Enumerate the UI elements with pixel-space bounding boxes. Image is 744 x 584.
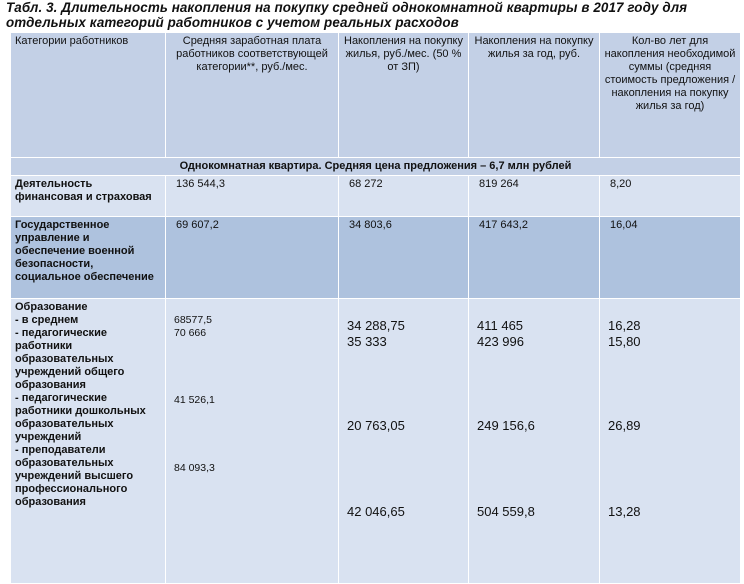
years-edu-general: 15,80: [608, 334, 641, 349]
years-education: [600, 299, 741, 584]
header-row: [11, 33, 741, 158]
table-row-gov: [11, 217, 741, 299]
header-yearly-savings: Накопления на покупку жилья за год, руб.: [469, 33, 600, 158]
header-years: Кол-во лет для накопления необходимой суммы (средняя стоимость предложения / накопления на покупку жилья за год): [600, 33, 741, 158]
edu-line-higher: - преподаватели образовательных учреждений высшего профессионального образования: [15, 444, 134, 508]
edu-line-title: Образование: [15, 301, 88, 313]
header-categories: Категории работников: [11, 33, 166, 158]
category-gov: Государственное управление и обеспечение военной безопасности, социальное обеспечение: [11, 217, 166, 299]
table-caption: Табл. 3. Длительность накопления на покупку средней однокомнатной квартиры в 2017 году для отдельных категорий работников с учетом реальных расходов: [6, 0, 688, 30]
years-finance: 8,20: [600, 176, 741, 217]
monthly-finance: 68 272: [339, 176, 469, 217]
salary-gov: 69 607,2: [166, 217, 339, 299]
years-edu-average: 16,28: [608, 318, 641, 333]
monthly-edu-average: 34 288,75: [347, 318, 405, 333]
salary-edu-higher: 84 093,3: [174, 462, 215, 474]
monthly-edu-general: 35 333: [347, 334, 387, 349]
section-row: [11, 158, 741, 176]
years-edu-preschool: 26,89: [608, 418, 641, 433]
table-row-education: [11, 299, 741, 584]
yearly-education: [469, 299, 600, 584]
header-monthly-savings: Накопления на покупку жилья, руб./мес. (50 % от ЗП): [339, 33, 469, 158]
monthly-gov: 34 803,6: [339, 217, 469, 299]
edu-line-average: - в среднем: [15, 314, 79, 326]
yearly-edu-higher: 504 559,8: [477, 504, 535, 519]
category-finance: Деятельность финансовая и страховая: [11, 176, 166, 217]
salary-edu-average: 68577,5: [174, 314, 212, 326]
edu-line-preschool: - педагогические работники дошкольных образовательных учреждений: [15, 392, 146, 443]
monthly-edu-higher: 42 046,65: [347, 504, 405, 519]
salary-finance: 136 544,3: [166, 176, 339, 217]
savings-table: [10, 32, 741, 584]
monthly-edu-preschool: 20 763,05: [347, 418, 405, 433]
monthly-education: [339, 299, 469, 584]
header-salary: Средняя заработная плата работников соответствующей категории**, руб./мес.: [166, 33, 339, 158]
yearly-edu-preschool: 249 156,6: [477, 418, 535, 433]
salary-edu-general: 70 666: [174, 327, 207, 339]
edu-line-general: - педагогические работники образовательных учреждений общего образования: [15, 327, 125, 391]
section-title: Однокомнатная квартира. Средняя цена предложения – 6,7 млн рублей: [11, 158, 741, 176]
yearly-finance: 819 264: [469, 176, 600, 217]
salary-edu-preschool: 41 526,1: [174, 394, 215, 406]
salary-education: [166, 299, 339, 584]
yearly-edu-average: 411 465: [477, 318, 524, 333]
yearly-gov: 417 643,2: [469, 217, 600, 299]
category-education: [11, 299, 166, 584]
years-edu-higher: 13,28: [608, 504, 641, 519]
yearly-edu-general: 423 996: [477, 334, 524, 349]
table-row-finance: [11, 176, 741, 217]
years-gov: 16,04: [600, 217, 741, 299]
